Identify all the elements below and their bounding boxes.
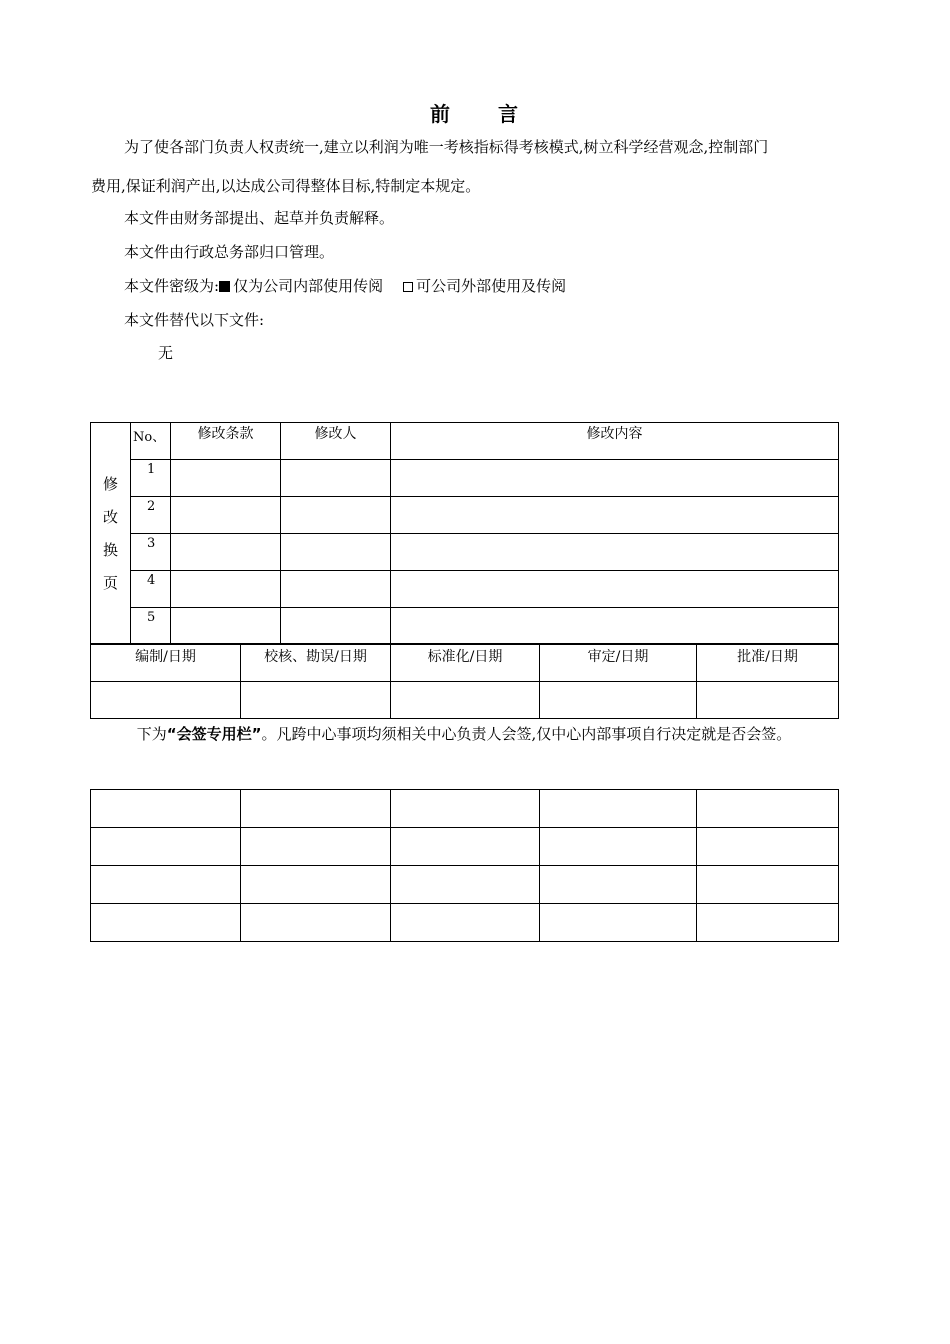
countersign-cell[interactable] bbox=[241, 866, 391, 904]
countersign-cell[interactable] bbox=[697, 790, 839, 828]
countersign-cell[interactable] bbox=[241, 828, 391, 866]
approval-cell[interactable] bbox=[91, 682, 241, 719]
countersign-cell[interactable] bbox=[540, 904, 697, 942]
revision-cell-content[interactable] bbox=[391, 460, 839, 497]
revision-cell-person[interactable] bbox=[281, 608, 391, 645]
revision-cell-clause[interactable] bbox=[171, 534, 281, 571]
countersign-cell[interactable] bbox=[241, 790, 391, 828]
approval-cell[interactable] bbox=[241, 682, 391, 719]
countersign-cell[interactable] bbox=[697, 828, 839, 866]
replaces-label: 本文件替代以下文件: bbox=[124, 311, 265, 329]
header-clause: 修改条款 bbox=[171, 423, 281, 460]
countersign-cell[interactable] bbox=[91, 866, 241, 904]
countersign-cell[interactable] bbox=[91, 828, 241, 866]
revision-row-no: 5 bbox=[131, 608, 171, 645]
revision-cell-person[interactable] bbox=[281, 460, 391, 497]
countersign-cell[interactable] bbox=[391, 866, 540, 904]
countersign-suffix: 。凡跨中心事项均须相关中心负责人会签,仅中心内部事项自行决定就是否会签。 bbox=[261, 725, 792, 743]
countersign-cell[interactable] bbox=[697, 904, 839, 942]
revision-cell-content[interactable] bbox=[391, 534, 839, 571]
approval-table bbox=[90, 643, 839, 719]
revision-row-no: 1 bbox=[131, 460, 171, 497]
approval-cell[interactable] bbox=[697, 682, 839, 719]
security-option-external: 可公司外部使用及传阅 bbox=[416, 277, 567, 295]
countersign-cell[interactable] bbox=[391, 828, 540, 866]
title-char-1: 前 bbox=[430, 102, 452, 126]
page-title bbox=[0, 98, 950, 127]
manager-text: 本文件由行政总务部归口管理。 bbox=[124, 243, 335, 261]
countersign-cell[interactable] bbox=[540, 790, 697, 828]
countersign-cell[interactable] bbox=[241, 904, 391, 942]
countersign-table bbox=[90, 789, 839, 942]
security-line bbox=[124, 276, 566, 296]
countersign-cell[interactable] bbox=[91, 790, 241, 828]
security-option-internal: 仅为公司内部使用传阅 bbox=[233, 277, 384, 295]
revision-cell-person[interactable] bbox=[281, 571, 391, 608]
intro-line-2: 费用,保证利润产出,以达成公司得整体目标,特制定本规定。 bbox=[91, 177, 481, 195]
revision-cell-clause[interactable] bbox=[171, 497, 281, 534]
revision-row-no: 3 bbox=[131, 534, 171, 571]
countersign-prefix: 下为 bbox=[136, 725, 167, 743]
intro-line-1: 为了使各部门负责人权责统一,建立以利润为唯一考核指标得考核模式,树立科学经营观念,控制部门 bbox=[124, 138, 769, 156]
checkbox-checked-icon[interactable] bbox=[219, 281, 230, 292]
revision-row-no: 2 bbox=[131, 497, 171, 534]
approval-cell[interactable] bbox=[540, 682, 697, 719]
revision-cell-clause[interactable] bbox=[171, 608, 281, 645]
countersign-cell[interactable] bbox=[697, 866, 839, 904]
revision-cell-content[interactable] bbox=[391, 608, 839, 645]
revision-cell-clause[interactable] bbox=[171, 571, 281, 608]
revision-cell-person[interactable] bbox=[281, 534, 391, 571]
countersign-cell[interactable] bbox=[391, 790, 540, 828]
revision-cell-clause[interactable] bbox=[171, 460, 281, 497]
countersign-cell[interactable] bbox=[391, 904, 540, 942]
revision-cell-person[interactable] bbox=[281, 497, 391, 534]
approval-header-standardize: 标准化/日期 bbox=[391, 644, 540, 682]
checkbox-unchecked-icon[interactable] bbox=[403, 282, 413, 292]
header-person: 修改人 bbox=[281, 423, 391, 460]
revision-row-no: 4 bbox=[131, 571, 171, 608]
countersign-title: “会签专用栏” bbox=[166, 725, 262, 743]
revision-cell-content[interactable] bbox=[391, 571, 839, 608]
revision-table bbox=[90, 422, 839, 645]
title-char-2: 言 bbox=[498, 102, 520, 126]
revision-side-label: 修 改 换 页 bbox=[91, 423, 131, 645]
countersign-note bbox=[90, 718, 838, 751]
header-no: No、 bbox=[131, 423, 171, 460]
approval-header-compile: 编制/日期 bbox=[91, 644, 241, 682]
approval-header-check: 校核、勘误/日期 bbox=[241, 644, 391, 682]
approval-header-approve: 批准/日期 bbox=[697, 644, 839, 682]
header-content: 修改内容 bbox=[391, 423, 839, 460]
replaces-value: 无 bbox=[158, 344, 174, 362]
countersign-cell[interactable] bbox=[91, 904, 241, 942]
approval-header-review: 审定/日期 bbox=[540, 644, 697, 682]
security-label: 本文件密级为: bbox=[124, 277, 220, 295]
approval-cell[interactable] bbox=[391, 682, 540, 719]
proposer-text: 本文件由财务部提出、起草并负责解释。 bbox=[124, 209, 395, 227]
countersign-cell[interactable] bbox=[540, 866, 697, 904]
revision-cell-content[interactable] bbox=[391, 497, 839, 534]
countersign-cell[interactable] bbox=[540, 828, 697, 866]
